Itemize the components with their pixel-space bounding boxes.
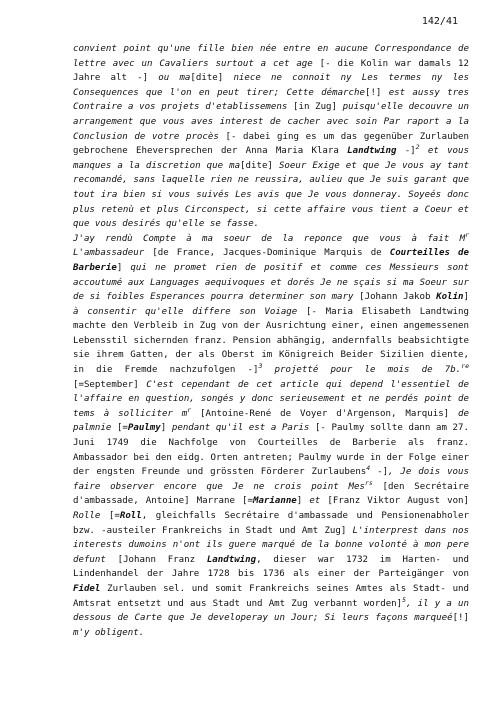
editorial-insertion: Zurlauben sel. und somit Frankreichs seines Amtes als Stadt- und Amtsrat entsetzt und aus Stadt und Amt Zug verbannt worden] bbox=[73, 583, 469, 609]
editorial-insertion: [- dabei ging es um das gegenüber Zurlauben gebrochene Eheversprechen der Anna Maria Klara bbox=[73, 131, 470, 157]
transcribed-text: J'ay rendù Compte à ma soeur de la reponce que vous à fait M bbox=[73, 233, 466, 244]
transcribed-text: Rolle bbox=[73, 511, 109, 521]
transcribed-text: ou ma bbox=[148, 73, 191, 84]
transcribed-text: , Je dois vous faire observer encore que Je ne crois point Mes bbox=[73, 467, 469, 492]
transcribed-text: L'ambassadeur bbox=[73, 248, 153, 259]
transcribed-text: de palmnie bbox=[73, 408, 469, 434]
superscript: re bbox=[461, 362, 469, 371]
transcribed-text: L'interprest dans nos interests dumoins n'ont ils guere marqué de la bonne volonté à mon pere defunt bbox=[73, 525, 469, 565]
editorial-insertion: [Antoine-René de Voyer d'Argenson, Marquis] bbox=[191, 408, 450, 419]
transcribed-text: à consentir qu'elle differe son Voiage bbox=[73, 306, 306, 317]
emphasized-name: Landtwing bbox=[206, 554, 257, 565]
emphasized-name: Courteilles de Barberie bbox=[73, 248, 469, 273]
editorial-insertion: [dite] bbox=[190, 73, 224, 84]
transcribed-text: C'est cependant de cet article qui depend l'essentiel de l'affaire en question, songés y donc serieusement et ne perdés point de tems à solliciter m bbox=[73, 379, 469, 419]
editorial-insertion: [Johann Jakob bbox=[359, 292, 437, 303]
editorial-insertion: [dite] bbox=[240, 160, 273, 171]
editorial-insertion: [= bbox=[108, 511, 120, 521]
superscript: rs bbox=[364, 478, 373, 487]
document-body bbox=[73, 42, 469, 640]
transcribed-text: , il y a un dessous de Carte que Je developeray un Jour; Si leurs façons marqueé bbox=[73, 598, 469, 624]
editorial-insertion: ] bbox=[296, 496, 303, 507]
paragraph-1 bbox=[73, 42, 469, 232]
transcribed-text: et vous manques a la discretion que ma bbox=[73, 146, 469, 171]
editorial-insertion: -] bbox=[370, 467, 389, 478]
editorial-insertion: , gleichfalls Secrétaire d'ambassade und Pensionenabholer bzw. -austeiler Frankreichs in Stadt und Amt Zug] bbox=[73, 511, 469, 536]
transcribed-text: m'y obligent. bbox=[73, 627, 145, 638]
editorial-insertion: [=September] bbox=[73, 379, 139, 390]
editorial-insertion: [- Maria Elisabeth Landtwing machte den Verbleib in Zug von der Ausrichtung einer, einen angemessenen Lebensstil sichernden franz. Pension abhängig, andernfalls beabsichtigte sie ihrem Gatten, der als Oberst im Königreich Beider Sizilien diente, in die Fremde nachzufolgen -] bbox=[73, 306, 469, 376]
transcribed-text: puisqu'elle decouvre un arrangement que vous aves interest de cacher avec soin Par raport a la Conclusion de votre procès bbox=[73, 102, 469, 142]
emphasized-name: Paulmy bbox=[127, 423, 161, 434]
editorial-insertion: [- die Kolin war damals 12 Jahre alt -] bbox=[73, 58, 469, 84]
editorial-insertion: [!] bbox=[452, 613, 469, 624]
editorial-insertion: [den Secrétaire d'ambassade, Antoine] Marrane [= bbox=[73, 481, 469, 507]
emphasized-name: Kolin bbox=[436, 292, 464, 303]
paragraph-2 bbox=[73, 232, 469, 641]
editorial-insertion: -] bbox=[396, 146, 416, 157]
transcribed-text: est aussy tres Contraire a vos projets d'etablissemens bbox=[73, 87, 469, 113]
transcribed-text: et bbox=[302, 496, 328, 507]
editorial-insertion: [Franz Viktor August von] bbox=[327, 496, 470, 507]
editorial-insertion: [!] bbox=[364, 87, 382, 98]
editorial-insertion: ] bbox=[160, 423, 167, 434]
transcribed-text: qui ne promet rien de positif et comme ces Messieurs sont accoutumé aux Languages aequivoques et dorés Je ne sçais si ma Soeur sur de si foibles Esperances pourra determiner son mary bbox=[73, 262, 469, 303]
editorial-insertion: ] bbox=[463, 292, 469, 303]
superscript: r bbox=[465, 230, 469, 239]
editorial-insertion: ] bbox=[116, 262, 123, 273]
page-number: 142/41 bbox=[421, 16, 458, 27]
transcribed-text: convient point qu'une fille bien née entre en aucune Correspondance de lettre avec un Cavaliers surtout a cet age bbox=[73, 44, 469, 69]
transcribed-text: niece ne connoit ny Les termes ny les Consequences que l'on en peut tirer; Cette démarche bbox=[73, 73, 469, 98]
emphasized-name: Landtwing bbox=[347, 146, 397, 157]
editorial-insertion: [in Zug] bbox=[293, 102, 337, 113]
editorial-insertion: , dieser war 1732 im Harten- und Lindenhandel der Jahre 1728 bis 1736 als einer der Parteigänger von bbox=[73, 554, 469, 580]
editorial-insertion: [= bbox=[116, 423, 128, 434]
emphasized-name: Roll bbox=[119, 511, 142, 521]
editorial-insertion: [Johann Franz bbox=[117, 554, 207, 565]
transcribed-text: projetté pour le mois de 7b. bbox=[262, 365, 462, 376]
superscript: 3 bbox=[258, 362, 263, 371]
emphasized-name: Fidel bbox=[73, 583, 101, 594]
emphasized-name: Marianne bbox=[252, 496, 297, 507]
superscript: 4 bbox=[366, 464, 371, 473]
editorial-insertion: [- Paulmy sollte dann am 27. Juni 1749 die Nachfolge von Courteilles de Barberie als franz. Ambassador bei den eidg. Orten antreten; Paulmy wurde in der Folge einer der engsten Freunde und grössten Förderer Zurlaubens bbox=[73, 423, 469, 478]
superscript: 2 bbox=[415, 143, 420, 152]
editorial-insertion: [de France, Jacques-Dominique Marquis de bbox=[152, 248, 390, 259]
transcribed-text: pendant qu'il est a Paris bbox=[166, 423, 315, 434]
superscript: r bbox=[187, 405, 192, 414]
transcribed-text: Soeur Exige et que Je vous ay tant recomandé, sans laquelle rien ne reussira, aulieu que Je suis garant que tout ira bien si vous suivés Les avis que Je vous donneray. Soyeés donc plus retenù et plus Circonspect, si cette affaire vous tient a Coeur et que vous desirés qu'elle se fasse. bbox=[73, 160, 469, 230]
superscript: 5 bbox=[402, 595, 407, 604]
